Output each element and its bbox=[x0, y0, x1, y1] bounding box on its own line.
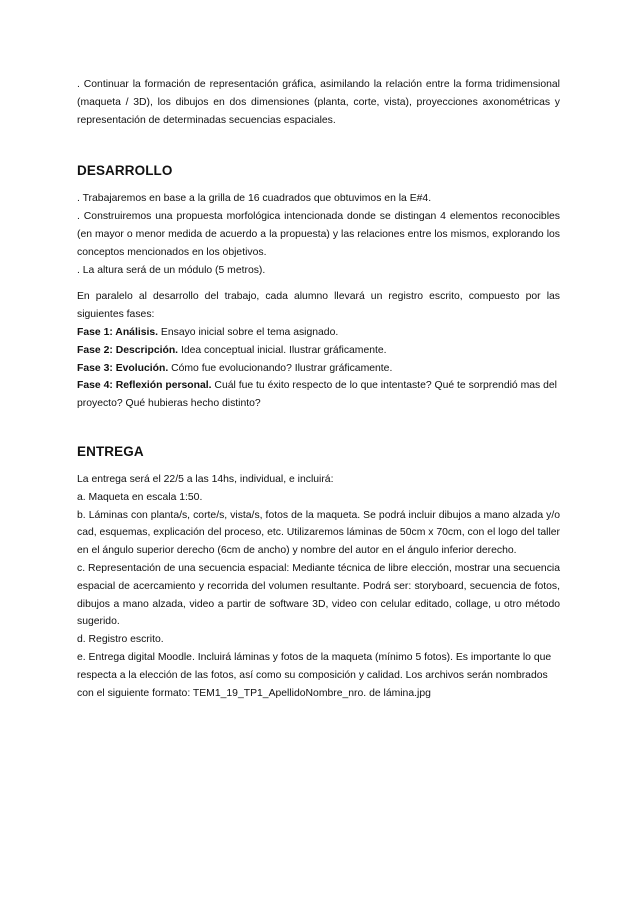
fase-4-label: Fase 4: Reflexión personal. bbox=[77, 380, 212, 392]
fase-4-text: Cuál fue tu éxito respecto de lo que intentaste? Qué te sorprendió mas del proyecto? Qué hubieras hecho distinto? bbox=[77, 380, 557, 410]
desarrollo-item-3: . La altura será de un módulo (5 metros). bbox=[77, 264, 266, 276]
desarrollo-item-2: . Construiremos una propuesta morfológica intencionada donde se distingan 4 elementos reconocibles (en mayor o menor medida de acuerdo a la propuesta) y las relaciones entre los mismos, explorando los conceptos mencionados en los objetivos. bbox=[77, 211, 560, 258]
entrega-item-d: d. Registro escrito. bbox=[77, 634, 164, 646]
fase-3 bbox=[77, 360, 560, 378]
objective-paragraph: . Continuar la formación de representación gráfica, asimilando la relación entre la forma tridimensional (maqueta / 3D), los dibujos en dos dimensiones (planta, corte, vista), proyecciones axonométricas y representación de determinadas secuencias espaciales. bbox=[77, 79, 560, 126]
desarrollo-item-1: . Trabajaremos en base a la grilla de 16 cuadrados que obtuvimos en la E#4. bbox=[77, 193, 432, 205]
spacer bbox=[77, 461, 560, 471]
entrega-item-c: c. Representación de una secuencia espacial: Mediante técnica de libre elección, mostrar una secuencia espacial de acercamiento y recorrida del volumen resultante. Podrá ser: storyboard, secuencia de fotos, dibujos a mano alzada, video a partir de software 3D, video con celular editado, collage, u otro método sugerido. bbox=[77, 562, 560, 628]
spacer bbox=[77, 129, 560, 162]
entrega-item-e: e. Entrega digital Moodle. Incluirá láminas y fotos de la maqueta (mínimo 5 fotos). Es importante lo que respecta a la elección de las fotos, así como su composición y calidad. Los archivos serán nombrados con el siguiente formato: TEM1_19_TP1_ApellidoNombre_nro. de lámina.jpg bbox=[77, 651, 552, 699]
fase-2-text: Idea conceptual inicial. Ilustrar gráficamente. bbox=[178, 344, 387, 356]
registro-intro: En paralelo al desarrollo del trabajo, cada alumno llevará un registro escrito, compuesto por las siguientes fases: bbox=[77, 291, 560, 321]
entrega-item-b: b. Láminas con planta/s, corte/s, vista/s, fotos de la maqueta. Se podrá incluir dibujos a mano alzada y/o cad, esquemas, explicación del proceso, etc. Utilizaremos láminas de 50cm x 70cm, con el logo del taller en el ángulo superior derecho (6cm de ancho) y nombre del autor en el ángulo inferior derecho. bbox=[77, 509, 560, 557]
fase-1 bbox=[77, 324, 560, 342]
fase-4 bbox=[77, 377, 560, 413]
entrega-intro: La entrega será el 22/5 a las 14hs, individual, e incluirá: bbox=[77, 473, 334, 485]
fase-2 bbox=[77, 342, 560, 360]
entrega-heading: ENTREGA bbox=[77, 443, 144, 459]
spacer bbox=[77, 279, 560, 288]
fase-3-label: Fase 3: Evolución. bbox=[77, 362, 169, 374]
fase-1-label: Fase 1: Análisis. bbox=[77, 326, 159, 338]
desarrollo-heading: DESARROLLO bbox=[77, 163, 173, 179]
fase-1-text: Ensayo inicial sobre el tema asignado. bbox=[158, 326, 339, 338]
spacer bbox=[77, 180, 560, 190]
spacer bbox=[77, 413, 560, 443]
entrega-item-a: a. Maqueta en escala 1:50. bbox=[77, 491, 203, 503]
document-page bbox=[77, 76, 560, 702]
fase-3-text: Cómo fue evolucionando? Ilustrar gráficamente. bbox=[168, 362, 393, 374]
fase-2-label: Fase 2: Descripción. bbox=[77, 344, 179, 356]
